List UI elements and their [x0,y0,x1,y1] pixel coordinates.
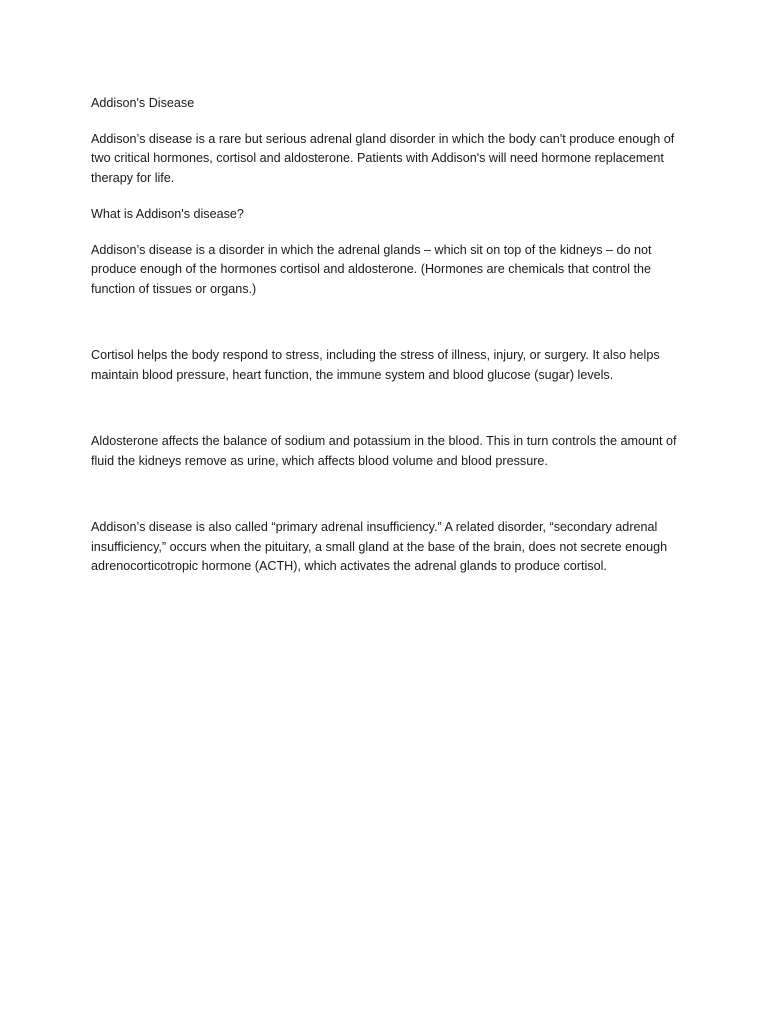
definition-paragraph: Addison’s disease is a disorder in which the adrenal glands – which sit on top of the kidneys – do not produce enough of the hormones cortisol and aldosterone. (Hormones are chemicals that control the function of tissues or organs.) [91,242,652,296]
insufficiency-paragraph: Addison’s disease is also called “primary adrenal insufficiency.” A related disorder, “secondary adrenal insufficiency,” occurs when the pituitary, a small gland at the base of the brain, does not secrete enough adrenocorticotropic hormone (ACTH), which activates the adrenal glands to produce cortisol. [91,520,668,573]
section-heading: What is Addison's disease? [91,207,244,221]
aldosterone-paragraph: Aldosterone affects the balance of sodium and potassium in the blood. This in turn controls the amount of fluid the kidneys remove as urine, which affects blood volume and blood pressure. [91,434,677,468]
document-title: Addison's Disease [91,96,195,110]
intro-paragraph: Addison’s disease is a rare but serious adrenal gland disorder in which the body can't produce enough of two critical hormones, cortisol and aldosterone. Patients with Addison's will need hormone replacement therapy for life. [91,131,675,185]
cortisol-paragraph: Cortisol helps the body respond to stress, including the stress of illness, injury, or surgery. It also helps maintain blood pressure, heart function, the immune system and blood glucose (sugar) levels. [91,348,660,382]
